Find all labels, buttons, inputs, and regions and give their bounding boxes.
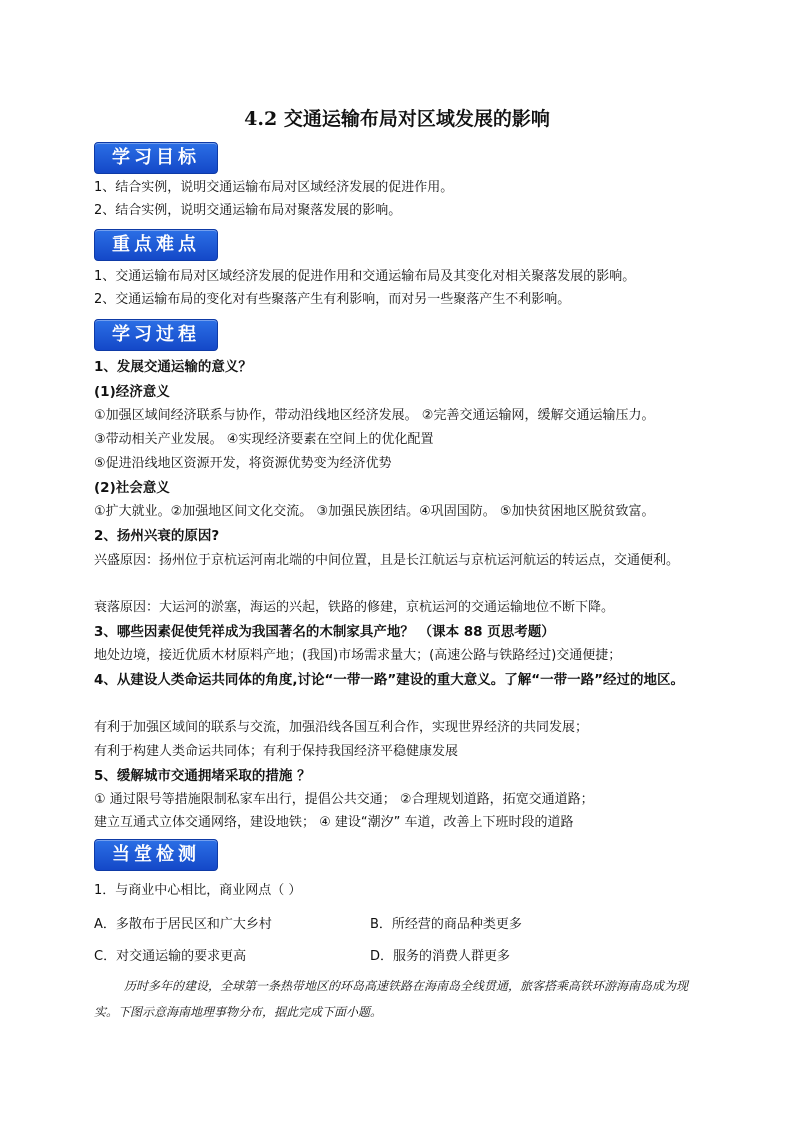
check-question: 1．与商业中心相比，商业网点（ ）	[94, 883, 302, 898]
q4-answer-1: 有利于加强区域间的联系与交流，加强沿线各国互利合作，实现世界经济的共同发展；	[94, 720, 589, 735]
option-c: C．对交通运输的要求更高	[94, 949, 247, 964]
q2-heading: 2、扬州兴衰的原因?	[94, 528, 220, 544]
reading-passage: 历时多年的建设，全球第一条热带地区的环岛高速铁路在海南岛全线贯通，旅客搭乘高铁环游海南岛成为现实。下图示意海南地理事物分布，据此完成下面小题。	[94, 979, 689, 1019]
q4-heading: 4、从建设人类命运共同体的角度,讨论“一带一路”建设的重大意义。了解“一带一路”经过的地区。	[94, 672, 685, 688]
goal-item-1: 1、结合实例，说明交通运输布局对区域经济发展的促进作用。	[94, 180, 454, 195]
q4-answer-2: 有利于构建人类命运共同体；有利于保持我国经济平稳健康发展	[94, 744, 459, 759]
q2-fall: 衰落原因：大运河的淤塞，海运的兴起，铁路的修建，京杭运河的交通运输地位不断下降。	[94, 600, 615, 615]
q5-line-1: ① 通过限号等措施限制私家车出行，提倡公共交通； ②合理规划道路，拓宽交通道路；	[94, 792, 594, 807]
q1-econ-line-1: ①加强区域间经济联系与协作，带动沿线地区经济发展。 ②完善交通运输网，缓解交通运输压力。	[94, 408, 655, 423]
q1-econ-heading: (1)经济意义	[94, 384, 170, 400]
goal-item-2: 2、结合实例，说明交通运输布局对聚落发展的影响。	[94, 203, 402, 218]
section-badge-goals: 学习目标	[94, 142, 218, 174]
q3-heading: 3、哪些因素促使凭祥成为我国著名的木制家具产地？ （课本 88 页思考题）	[94, 624, 555, 640]
option-a: A．多散布于居民区和广大乡村	[94, 917, 272, 932]
q1-heading: 1、发展交通运输的意义？	[94, 359, 252, 375]
option-d: D．服务的消费人群更多	[370, 949, 511, 964]
q1-social-line: ①扩大就业。②加强地区间文化交流。 ③加强民族团结。④巩固国防。 ⑤加快贫困地区脱贫致富。	[94, 504, 655, 519]
section-badge-key: 重点难点	[94, 229, 218, 261]
key-item-2: 2、交通运输布局的变化对有些聚落产生有利影响，而对另一些聚落产生不利影响。	[94, 292, 571, 307]
q2-rise: 兴盛原因：扬州位于京杭运河南北端的中间位置，且是长江航运与京杭运河航运的转运点，交通便利。	[94, 553, 680, 568]
q1-social-heading: (2)社会意义	[94, 480, 170, 496]
q3-answer: 地处边境，接近优质木材原料产地；(我国)市场需求量大；(高速公路与铁路经过)交通便捷；	[94, 648, 622, 663]
q5-heading: 5、缓解城市交通拥堵采取的措施 ？	[94, 768, 311, 784]
q1-econ-line-3: ⑤促进沿线地区资源开发，将资源优势变为经济优势	[94, 456, 392, 471]
page-title: 4.2 交通运输布局对区域发展的影响	[244, 108, 550, 130]
q5-line-2: 建立互通式立体交通网络，建设地铁； ④ 建设“潮汐” 车道，改善上下班时段的道路	[94, 815, 574, 830]
section-badge-process: 学习过程	[94, 319, 218, 351]
key-item-1: 1、交通运输布局对区域经济发展的促进作用和交通运输布局及其变化对相关聚落发展的影响。	[94, 269, 636, 284]
q1-econ-line-2: ③带动相关产业发展。 ④实现经济要素在空间上的优化配置	[94, 432, 434, 447]
option-b: B．所经营的商品种类更多	[370, 917, 522, 932]
section-badge-check: 当堂检测	[94, 839, 218, 871]
